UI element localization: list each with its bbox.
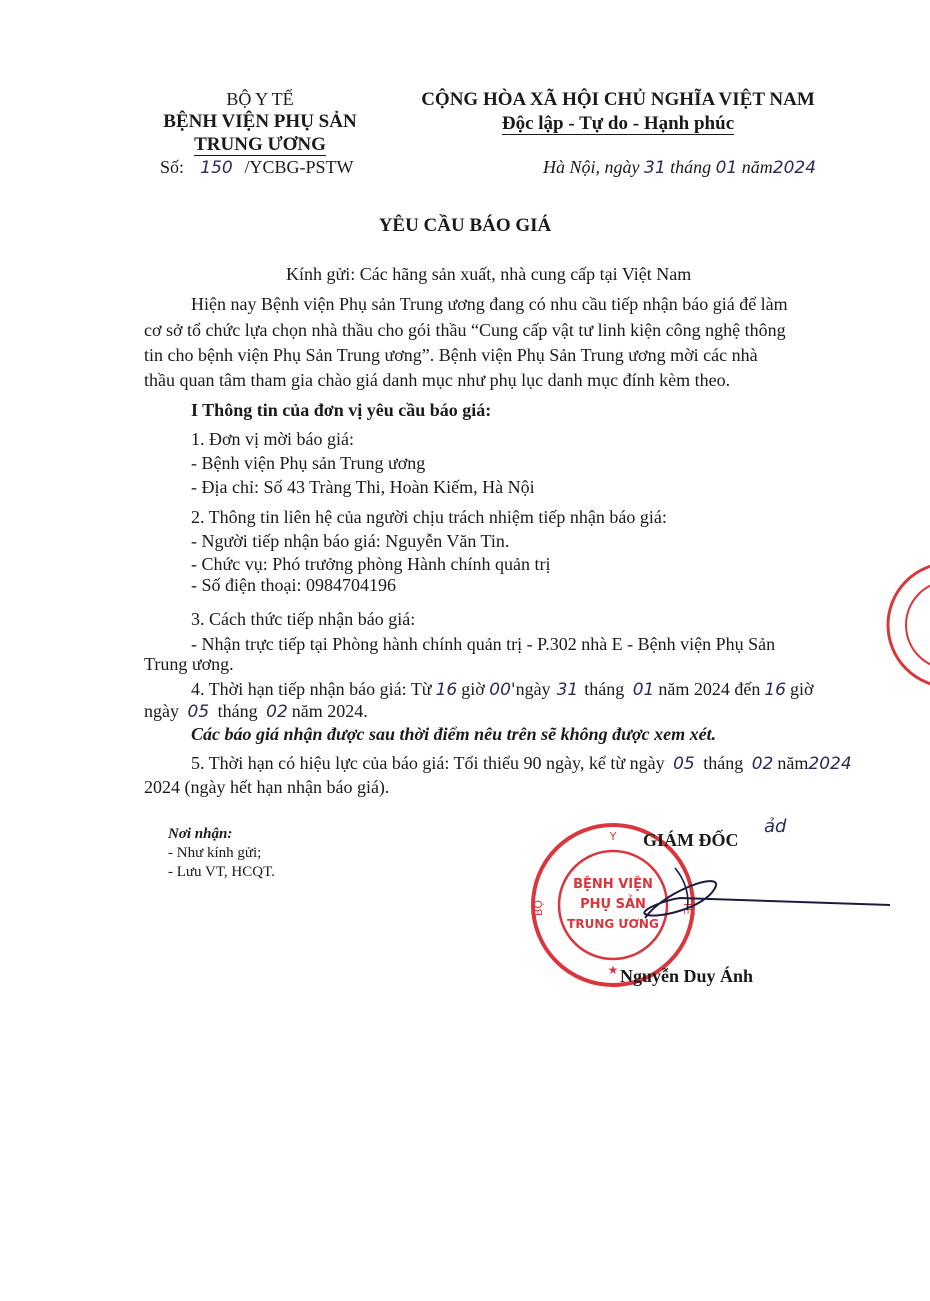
item3-method-cont: Trung ương.: [144, 654, 234, 674]
item4-line2: [144, 699, 368, 724]
date-year: 2024: [772, 158, 817, 178]
org-name-line2: [140, 134, 380, 156]
recipients-block: [168, 825, 275, 882]
item2-title: 2. Thông tin liên hệ của người chịu trách nhiệm tiếp nhận báo giá:: [191, 507, 667, 527]
number-prefix: Số:: [160, 157, 185, 177]
signer-name: Nguyễn Duy Ánh: [620, 966, 754, 986]
recipients-item-2: - Lưu VT, HCQT.: [168, 864, 275, 880]
item4-month2: 02: [266, 702, 288, 722]
item4-text-gio2: giờ: [789, 679, 814, 699]
item4-text-to: năm 2024 đến: [658, 679, 761, 699]
intro-line-1: Hiện nay Bệnh viện Phụ sản Trung ương đang có nhu cầu tiếp nhận báo giá để làm: [191, 294, 788, 314]
document-number: [160, 155, 354, 180]
item4-hour2: 16: [764, 680, 786, 700]
nation-name: CỘNG HÒA XÃ HỘI CHỦ NGHĨA VIỆT NAM: [421, 89, 815, 110]
motto-text: Độc lập - Tự do - Hạnh phúc: [501, 113, 735, 134]
item4-text-year2: năm 2024.: [291, 701, 368, 721]
issue-date: [543, 155, 816, 180]
document-title: YÊU CẦU BÁO GIÁ: [378, 215, 552, 236]
ministry-name: BỘ Y TẾ: [226, 89, 294, 109]
org-name-line2-text: TRUNG ƯƠNG: [194, 134, 326, 155]
stamp-text-1: BỆNH VIỆN: [573, 877, 653, 892]
header-left: [140, 88, 380, 156]
item1-org: - Bệnh viện Phụ sản Trung ương: [191, 453, 426, 473]
item5-text-thang: tháng: [703, 753, 744, 773]
item1-address: - Địa chỉ: Số 43 Tràng Thi, Hoàn Kiếm, Hà Nội: [191, 477, 535, 497]
date-year-label: năm: [741, 157, 773, 177]
recipients-item-1: - Như kính gửi;: [168, 845, 262, 861]
item5-text: 5. Thời hạn có hiệu lực của báo giá: Tối thiểu 90 ngày, kể từ ngày: [191, 753, 665, 773]
edge-stamp-fragment-icon: [880, 560, 930, 690]
intro-line-2: cơ sở tổ chức lựa chọn nhà thầu cho gói thầu “Cung cấp vật tư linh kiện công nghệ thông: [144, 320, 786, 340]
item4-text-gio1: giờ: [461, 679, 485, 699]
stamp-ring-te: TẾ: [681, 901, 694, 915]
recipient-line: Kính gửi: Các hãng sản xuất, nhà cung cấp tại Việt Nam: [286, 264, 692, 284]
item2-phone: - Số điện thoại: 0984704196: [191, 575, 396, 595]
deadline-notice: Các báo giá nhận được sau thời điểm nêu trên sẽ không được xem xét.: [191, 724, 717, 744]
motto: [408, 112, 828, 136]
item4-month1: 01: [632, 680, 655, 700]
date-month: 01: [715, 158, 738, 178]
item5-line1: [191, 751, 852, 776]
item4-text-ngay2: ngày: [144, 701, 179, 721]
stamp-text-3: TRUNG ƯƠNG: [567, 917, 659, 931]
item5-month: 02: [751, 754, 774, 774]
item5-year: 2024: [808, 754, 852, 774]
stamp-ring-bo: BỘ: [532, 899, 545, 917]
item4-day2: 05: [187, 702, 210, 722]
date-day: 31: [644, 158, 666, 178]
item4-text-thang1: tháng: [584, 679, 625, 699]
item3-method: - Nhận trực tiếp tại Phòng hành chính quản trị - P.302 nhà E - Bệnh viện Phụ Sản: [191, 634, 776, 654]
item4-day1: 31: [556, 680, 579, 700]
date-prefix: Hà Nội, ngày: [543, 157, 640, 177]
item4-text-ngay1: ngày: [515, 679, 551, 699]
item1-title: 1. Đơn vị mời báo giá:: [191, 429, 355, 449]
item5-line2: 2024 (ngày hết hạn nhận báo giá).: [144, 777, 390, 797]
intro-line-3: tin cho bệnh viện Phụ Sản Trung ương”. Bệnh viện Phụ Sản Trung ương mời các nhà: [144, 345, 758, 365]
recipients-label: Nơi nhận:: [168, 826, 233, 842]
item4-text-from: 4. Thời hạn tiếp nhận báo giá: Từ: [191, 679, 432, 699]
number-handwritten: 150: [200, 158, 233, 178]
item4-minute1: 00': [489, 680, 516, 700]
item4-text-thang2: tháng: [217, 701, 258, 721]
stamp-text-2: PHỤ SẢN: [580, 897, 646, 912]
signer-position: GIÁM ĐỐC: [643, 830, 739, 850]
item5-text-nam: năm: [777, 753, 809, 773]
item2-receiver: - Người tiếp nhận báo giá: Nguyễn Văn Tin.: [191, 531, 510, 551]
org-name-line1: BỆNH VIỆN PHỤ SẢN: [163, 111, 357, 132]
intro-line-4: thầu quan tâm tham gia chào giá danh mục như phụ lục danh mục đính kèm theo.: [144, 370, 731, 390]
stamp-ring-y: Y: [609, 830, 617, 843]
signer-initials: ảd: [764, 816, 787, 837]
item3-title: 3. Cách thức tiếp nhận báo giá:: [191, 609, 416, 629]
item2-position: - Chức vụ: Phó trưởng phòng Hành chính quản trị: [191, 554, 551, 574]
stamp-star-icon: ★: [607, 963, 619, 977]
signature-scribble-icon: [605, 850, 905, 950]
item5-day: 05: [673, 754, 695, 774]
number-suffix: /YCBG-PSTW: [244, 157, 354, 177]
header-right: [408, 88, 828, 136]
section-heading: I Thông tin của đơn vị yêu cầu báo giá:: [191, 400, 492, 420]
item4-hour1: 16: [435, 680, 458, 700]
date-month-label: tháng: [670, 157, 712, 177]
